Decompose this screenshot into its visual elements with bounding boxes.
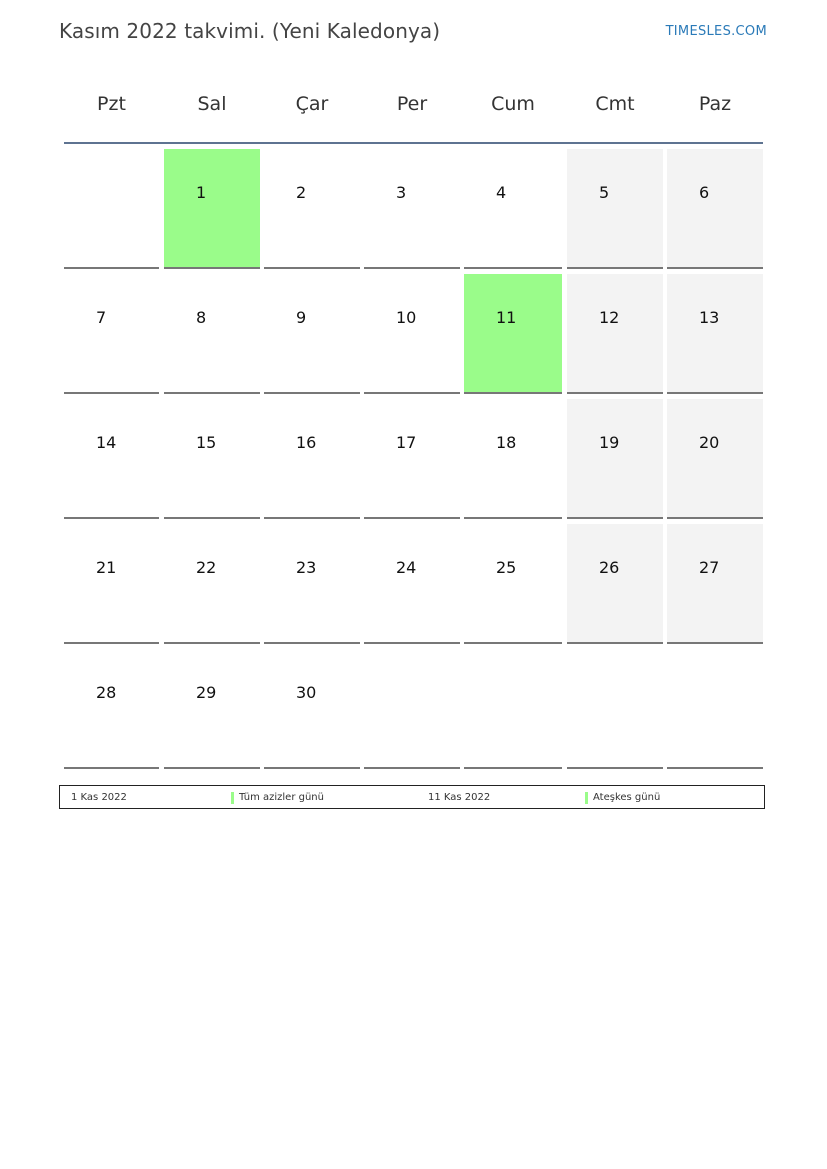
- day-cell[interactable]: [364, 524, 460, 644]
- day-cell[interactable]: [64, 649, 159, 769]
- day-number: 6: [699, 183, 710, 202]
- weekday-label: Çar: [295, 93, 329, 115]
- weekday-label: Cum: [491, 93, 535, 115]
- day-cell[interactable]: [364, 149, 460, 269]
- day-number: 15: [196, 433, 217, 452]
- day-number: 21: [96, 558, 117, 577]
- day-cell[interactable]: [64, 274, 159, 394]
- day-cell[interactable]: [164, 524, 260, 644]
- day-cell[interactable]: [264, 524, 360, 644]
- holiday-legend: [59, 785, 765, 809]
- day-cell[interactable]: [364, 399, 460, 519]
- day-cell[interactable]: [64, 399, 159, 519]
- day-cell[interactable]: [164, 399, 260, 519]
- empty-day-cell: [667, 649, 763, 769]
- legend-swatch: [231, 792, 234, 804]
- day-number: 10: [396, 308, 417, 327]
- day-number: 18: [496, 433, 517, 452]
- legend-swatch: [585, 792, 588, 804]
- day-cell[interactable]: [164, 274, 260, 394]
- weekday-label: Paz: [698, 93, 732, 115]
- day-cell[interactable]: [567, 399, 663, 519]
- weekday-label: Cmt: [595, 93, 635, 115]
- day-number: 16: [296, 433, 317, 452]
- day-number: 7: [96, 308, 107, 327]
- day-cell[interactable]: [667, 524, 763, 644]
- day-cell[interactable]: [264, 649, 360, 769]
- day-cell[interactable]: [464, 524, 562, 644]
- day-cell[interactable]: [567, 274, 663, 394]
- day-cell[interactable]: [667, 149, 763, 269]
- day-number: 23: [296, 558, 317, 577]
- day-number: 17: [396, 433, 417, 452]
- legend-holiday-name: Tüm azizler günü: [239, 792, 324, 803]
- day-cell[interactable]: [64, 524, 159, 644]
- header-divider: [64, 142, 763, 144]
- day-number: 27: [699, 558, 720, 577]
- day-number: 3: [396, 183, 407, 202]
- day-cell[interactable]: [264, 399, 360, 519]
- day-number: 13: [699, 308, 720, 327]
- day-number: 26: [599, 558, 620, 577]
- day-number: 8: [196, 308, 207, 327]
- weekday-header-row: [64, 78, 763, 130]
- holiday-day-cell[interactable]: [164, 149, 260, 269]
- day-number: 9: [296, 308, 307, 327]
- day-number: 20: [699, 433, 720, 452]
- day-number: 30: [296, 683, 317, 702]
- empty-day-cell: [567, 649, 663, 769]
- day-number: 28: [96, 683, 117, 702]
- day-number: 11: [496, 308, 517, 327]
- weekday-label: Pzt: [97, 93, 126, 115]
- legend-holiday-name: Ateşkes günü: [593, 792, 661, 803]
- page-title: Kasım 2022 takvimi. (Yeni Kaledonya): [59, 19, 441, 43]
- day-number: 1: [196, 183, 207, 202]
- weekday-label: Per: [396, 93, 428, 115]
- day-number: 5: [599, 183, 610, 202]
- day-cell[interactable]: [264, 274, 360, 394]
- day-number: 22: [196, 558, 217, 577]
- day-cell[interactable]: [667, 274, 763, 394]
- empty-day-cell: [464, 649, 562, 769]
- day-number: 14: [96, 433, 117, 452]
- day-number: 19: [599, 433, 620, 452]
- day-cell[interactable]: [164, 649, 260, 769]
- day-number: 24: [396, 558, 417, 577]
- brand-link[interactable]: TIMESLES.COM: [665, 24, 767, 39]
- day-cell[interactable]: [464, 149, 562, 269]
- day-cell[interactable]: [364, 274, 460, 394]
- day-number: 25: [496, 558, 517, 577]
- weekday-label: Sal: [197, 93, 227, 115]
- day-cell[interactable]: [667, 399, 763, 519]
- holiday-day-cell[interactable]: [464, 274, 562, 394]
- day-cell[interactable]: [464, 399, 562, 519]
- day-number: 12: [599, 308, 620, 327]
- day-cell[interactable]: [264, 149, 360, 269]
- day-cell[interactable]: [567, 524, 663, 644]
- empty-day-cell: [64, 149, 159, 269]
- day-cell[interactable]: [567, 149, 663, 269]
- legend-date: 1 Kas 2022: [71, 792, 127, 803]
- day-number: 4: [496, 183, 507, 202]
- empty-day-cell: [364, 649, 460, 769]
- day-number: 2: [296, 183, 307, 202]
- day-number: 29: [196, 683, 217, 702]
- legend-date: 11 Kas 2022: [428, 792, 491, 803]
